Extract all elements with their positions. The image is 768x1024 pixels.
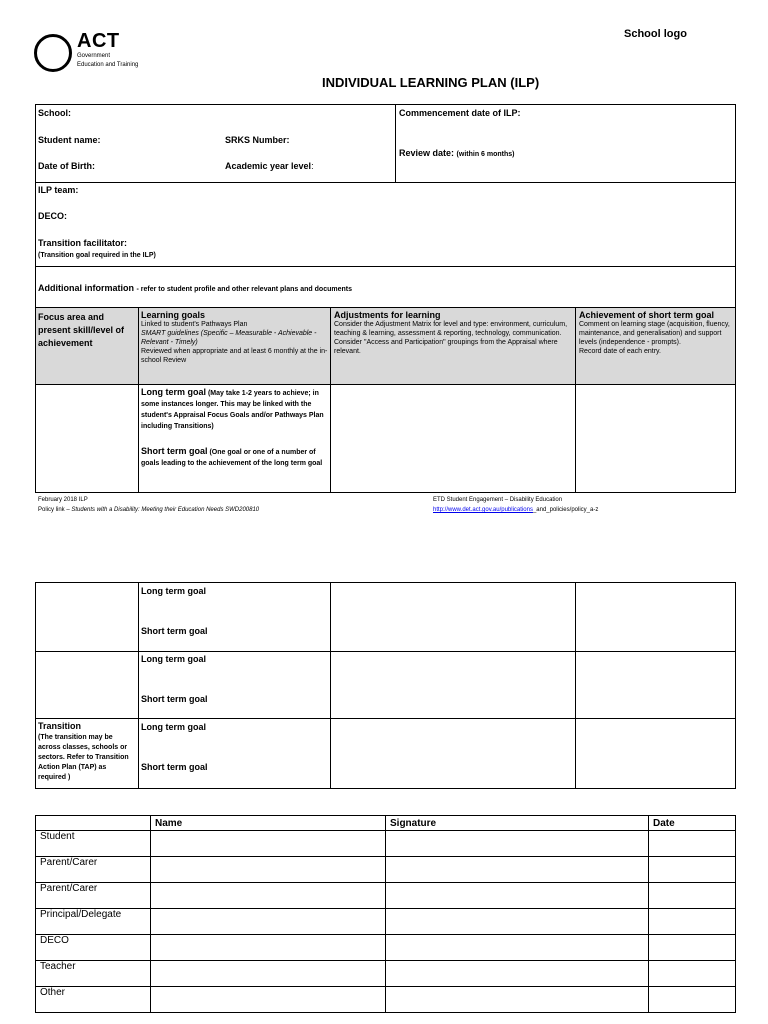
sig-role-principal: Principal/Delegate	[36, 909, 151, 935]
goals-table-continued	[35, 582, 736, 789]
sig-role-parent2: Parent/Carer	[36, 883, 151, 909]
dob-label: Date of Birth:	[38, 161, 95, 171]
act-logo-emblem-icon	[34, 34, 72, 72]
footer-date: February 2018 ILP	[38, 497, 88, 503]
short-term-goal-label: Short term goal	[141, 446, 208, 456]
sig-col-signature: Signature	[386, 816, 649, 831]
sig-name-cell[interactable]	[151, 857, 386, 883]
sig-role-other: Other	[36, 987, 151, 1013]
table-row	[36, 857, 736, 883]
deco-label: DECO:	[38, 211, 67, 221]
row2-long-term-goal: Long term goal	[141, 586, 206, 596]
ilp-team-label: ILP team:	[38, 185, 79, 195]
logo-sub-government: Government	[77, 53, 111, 59]
page-title: INDIVIDUAL LEARNING PLAN (ILP)	[322, 75, 540, 90]
sig-name-cell[interactable]	[151, 883, 386, 909]
table-row	[36, 883, 736, 909]
footer-right-line: ETD Student Engagement – Disability Education	[433, 497, 563, 503]
ilp-main-table	[35, 104, 736, 493]
sig-role-teacher: Teacher	[36, 961, 151, 987]
row3-long-term-goal: Long term goal	[141, 654, 206, 664]
transition-facilitator-note: (Transition goal required in the ILP)	[38, 252, 156, 259]
sig-name-cell[interactable]	[151, 961, 386, 987]
signature-table	[35, 815, 736, 1013]
adjustments-header: Adjustments for learning	[334, 310, 441, 320]
sig-date-cell[interactable]	[649, 935, 736, 961]
student-name-label: Student name:	[38, 135, 101, 145]
adjustments-line2: Consider "Access and Participation" groupings from the Appraisal where relevant.	[334, 339, 558, 355]
academic-year-label: Academic year level	[225, 161, 312, 171]
row2-short-term-goal: Short term goal	[141, 626, 208, 636]
sig-name-cell[interactable]	[151, 831, 386, 857]
footer-url-suffix: _and_policies/policy_a-z	[532, 507, 599, 513]
sig-date-cell[interactable]	[649, 883, 736, 909]
srks-label: SRKS Number:	[225, 135, 290, 145]
footer-url-link[interactable]: http://www.det.act.gov.au/publications	[433, 507, 533, 513]
table-row	[36, 961, 736, 987]
review-date-label: Review date:	[399, 148, 455, 158]
sig-role-deco: DECO	[36, 935, 151, 961]
learning-goals-line2: SMART guidelines (Specific – Measurable - Achievable - Relevant - Timely)	[141, 330, 317, 346]
transition-title: Transition	[38, 721, 82, 731]
long-term-goal-note: (May take 1-2 years to achieve; in some instances longer. This may be linked with the student's Appraisal Focus Goals and/or Pathways Plan including Transitions)	[141, 390, 324, 430]
sig-signature-cell[interactable]	[386, 935, 649, 961]
footer-policy-prefix: Policy link –	[38, 507, 70, 513]
sig-signature-cell[interactable]	[386, 987, 649, 1013]
sig-signature-cell[interactable]	[386, 831, 649, 857]
row4-short-term-goal: Short term goal	[141, 762, 208, 772]
sig-signature-cell[interactable]	[386, 909, 649, 935]
sig-date-cell[interactable]	[649, 831, 736, 857]
sig-role-student: Student	[36, 831, 151, 857]
short-term-goal-note: (One goal or one of a number of goals leading to the achievement of the long term goal	[141, 449, 323, 467]
additional-info-label: Additional information	[38, 283, 134, 293]
row3-short-term-goal: Short term goal	[141, 694, 208, 704]
achievement-line1: Comment on learning stage (acquisition, fluency, maintenance, and generalisation) and support levels (independence - prompts).	[579, 321, 730, 346]
sig-signature-cell[interactable]	[386, 961, 649, 987]
sig-date-cell[interactable]	[649, 987, 736, 1013]
achievement-line2: Record date of each entry.	[579, 348, 661, 355]
sig-date-cell[interactable]	[649, 961, 736, 987]
sig-signature-cell[interactable]	[386, 883, 649, 909]
school-label: School:	[38, 108, 71, 118]
table-row	[36, 987, 736, 1013]
sig-role-parent1: Parent/Carer	[36, 857, 151, 883]
achievement-header: Achievement of short term goal	[579, 310, 715, 320]
sig-name-cell[interactable]	[151, 987, 386, 1013]
row4-long-term-goal: Long term goal	[141, 722, 206, 732]
learning-goals-line1: Linked to student's Pathways Plan	[141, 321, 248, 328]
sig-name-cell[interactable]	[151, 909, 386, 935]
commencement-label: Commencement date of ILP:	[399, 108, 521, 118]
footer-policy-link[interactable]: Students with a Disability: Meeting their Education Needs SWD200810	[71, 507, 260, 513]
sig-col-role	[36, 816, 151, 831]
focus-area-header: Focus area and present skill/level of achievement	[38, 312, 125, 348]
logo-title: ACT	[77, 30, 120, 52]
logo-sub-education: Education and Training	[77, 62, 139, 68]
sig-date-cell[interactable]	[649, 909, 736, 935]
learning-goals-header: Learning goals	[141, 310, 206, 320]
sig-date-cell[interactable]	[649, 857, 736, 883]
adjustments-line1: Consider the Adjustment Matrix for level and type: environment, curriculum, teaching & learning, assessment & reporting, technology, communication.	[334, 321, 568, 337]
learning-goals-line3: Reviewed when appropriate and at least 6 monthly at the in-school Review	[141, 348, 328, 364]
review-date-note: (within 6 months)	[456, 151, 515, 158]
transition-note: (The transition may be across classes, schools or sectors. Refer to Transition Action Plan (TAP) as required )	[38, 734, 129, 781]
signature-header-row	[36, 816, 736, 831]
school-logo-placeholder: School logo	[624, 28, 687, 40]
sig-col-name: Name	[151, 816, 386, 831]
table-row	[36, 909, 736, 935]
sig-name-cell[interactable]	[151, 935, 386, 961]
academic-year-colon: :	[311, 161, 314, 171]
sig-signature-cell[interactable]	[386, 857, 649, 883]
sig-col-date: Date	[649, 816, 736, 831]
table-row	[36, 831, 736, 857]
long-term-goal-label: Long term goal	[141, 387, 206, 397]
transition-facilitator-label: Transition facilitator:	[38, 238, 128, 248]
table-row	[36, 935, 736, 961]
additional-info-note: - refer to student profile and other relevant plans and documents	[136, 286, 352, 293]
